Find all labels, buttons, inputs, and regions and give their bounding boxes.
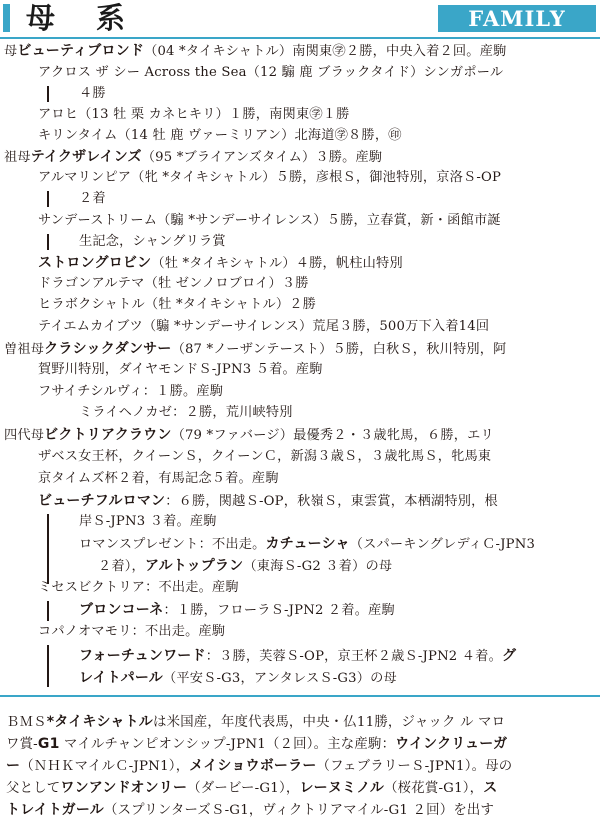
section-label: FAMILY [468, 6, 566, 31]
granddam-offspring-2-cont: 生記念，シャングリラ賞 [79, 234, 226, 249]
bms-text: （フェブラリーＳ-JPN1）。母の [316, 759, 513, 774]
fourth-dam-line-1 [38, 491, 498, 512]
bms-line-5 [6, 800, 494, 821]
bms-line-2 [6, 734, 507, 755]
dam-line [4, 41, 506, 62]
granddam-offspring-6: テイエムカイブツ（騸 *サンデーサイレンス）荒尾３勝，500万下入着14回 [38, 319, 490, 334]
dam-name: ビューティブロンド [17, 43, 145, 59]
continuation-bar [47, 191, 49, 207]
bms-line-4 [6, 778, 497, 799]
fourth-dam-line-2: 岸Ｓ-JPN3 ３着。産駒 [79, 514, 217, 529]
dam-offspring-2: アロヒ（13 牡 栗 カネヒキリ）１勝，南関東㊫１勝 [38, 107, 350, 122]
continuation-bar [47, 234, 49, 250]
third-dam-info-cont: 賀野川特別，ダイヤモンドＳ-JPN3 ５着。産駒 [38, 362, 323, 377]
granddam-offspring-5: ヒラボクシャトル（牡 *タイキシャトル）２勝 [38, 297, 317, 312]
fourth-dam-line-7: コパノオマモリ：不出走。産駒 [38, 624, 226, 639]
third-dam-name: クラシックダンサー [44, 341, 172, 357]
bms-line-1 [6, 712, 505, 733]
third-dam-offspring-1: フサイチシルヴィ：１勝。産駒 [38, 384, 224, 399]
offspring-info: （牡 *タイキシャトル）４勝，帆柱山特別 [151, 256, 403, 271]
offspring-info: ：１勝，フローラＳ-JPN2 ２着。産駒 [163, 603, 395, 618]
offspring-info: ：６勝，関越Ｓ-OP，秋嶺Ｓ，東雲賞，本栖湖特別，根 [165, 494, 498, 509]
bms-line-3 [6, 756, 512, 777]
continuation-bar [47, 601, 49, 621]
continuation-bar [47, 514, 49, 584]
granddam-name: テイクザレインズ [30, 149, 142, 165]
third-dam-role: 曽祖母 [4, 342, 45, 357]
offspring-pre: ２着）， [98, 559, 145, 574]
third-dam-info: （87 *ノーザンテースト）５勝，白秋Ｓ，秋川特別，阿 [171, 342, 507, 357]
bms-name: ー [6, 758, 21, 774]
bms-name: ウインクリューガ [395, 736, 508, 752]
bms-name: ス [483, 780, 498, 796]
offspring-info: （スパーキングレディＣ-JPN3 [349, 537, 536, 552]
section-header [0, 0, 600, 36]
fourth-dam-name: ビクトリアクラウン [44, 427, 172, 443]
header-accent-bar [3, 4, 10, 32]
granddam-info: （95 *ブライアンズタイム）３勝。産駒 [141, 150, 383, 165]
offspring-name: レイトパール [79, 670, 163, 686]
offspring-info: （東海Ｓ-G2 ３着）の母 [243, 559, 393, 574]
offspring-name: グ [501, 648, 517, 664]
dam-offspring-1-cont: ４勝 [79, 86, 106, 101]
offspring-info: （平安Ｓ-G3，アンタレスＳ-G3）の母 [162, 671, 397, 686]
bms-text: （ＮＨＫマイルＣ-JPN1）， [20, 759, 190, 774]
bms-name: ワンアンドオンリー [60, 780, 188, 796]
continuation-bar [47, 645, 49, 687]
granddam-offspring-3 [38, 253, 403, 274]
dam-info: （04 *タイキシャトル）南関東㊫２勝，中央入着２回。産駒 [144, 44, 507, 59]
bms-text: ワ賞- [6, 737, 38, 752]
fourth-dam-line-4 [98, 556, 392, 577]
offspring-name: ブロンコーネ [79, 602, 164, 618]
bms-name: トレイトガール [6, 802, 104, 818]
granddam-role: 祖母 [4, 150, 31, 165]
fourth-dam-role: 四代母 [4, 428, 45, 443]
bms-name: *タイキシャトル [46, 714, 154, 730]
bms-name: メイショウボーラー [189, 758, 317, 774]
offspring-name: カチューシャ [265, 536, 350, 552]
fourth-dam-info-cont: ザベス女王杯，クイーンＳ，クイーンＣ，新潟３歳Ｓ，３歳牝馬Ｓ，牝馬東 [38, 449, 492, 464]
header-rule [0, 37, 600, 39]
fourth-dam-line-6 [79, 600, 395, 621]
dam-offspring-1: アクロス ザ シー Across the Sea（12 騸 鹿 ブラックタイド）シンガポール [38, 65, 504, 80]
fourth-dam-info-cont: 京タイムズ杯２着，有馬記念５着。産駒 [38, 471, 279, 486]
granddam-offspring-4: ドラゴンアルテマ（牡 ゼンノロブロイ）３勝 [38, 276, 309, 291]
granddam-offspring-1: アルマリンピア（牝 *タイキシャトル）５勝，彦根Ｓ，御池特別，京洛Ｓ-OP [38, 170, 502, 185]
fourth-dam-line-3 [79, 534, 535, 555]
fourth-dam-line-5: ミセスビクトリア：不出走。産駒 [38, 580, 239, 595]
granddam-offspring-2: サンデーストリーム（騸 *サンデーサイレンス）５勝，立春賞，新・函館市誕 [38, 213, 501, 228]
granddam-line [4, 147, 382, 168]
bms-text: （スプリンターズＳ-G1，ヴィクトリアマイル-G1 ２回）を出す [104, 803, 495, 818]
bms-text: （ダービー-G1）， [187, 781, 300, 796]
fourth-dam-line [4, 425, 494, 446]
header-label-band [438, 5, 596, 32]
dam-offspring-3: キリンタイム（14 牡 鹿 ヴァーミリアン）北海道㊫８勝，㊞ [38, 128, 402, 143]
bms-text: ＢＭＳ [6, 715, 47, 730]
continuation-bar [47, 86, 49, 102]
dam-role: 母 [4, 44, 18, 59]
offspring-name: フォーチュンワード [79, 648, 206, 664]
bms-grade: G1 [37, 736, 60, 752]
bms-text: マイルチャンピオンシップ-JPN1（２回）。主な産駒： [59, 737, 396, 752]
offspring-name: ストロングロビン [38, 255, 152, 271]
third-dam-line [4, 339, 507, 360]
fourth-dam-line-8 [79, 646, 516, 667]
offspring-info: ：３勝，芙蓉Ｓ-OP，京王杯２歳Ｓ-JPN2 ４着。 [205, 649, 502, 664]
section-title: 母 系 [26, 1, 132, 35]
offspring-pre: ロマンスプレゼント：不出走。 [79, 537, 266, 552]
bms-text: は米国産，年度代表馬，中央・仏11勝，ジャック ル マロ [153, 715, 506, 730]
bms-name: レーヌミノル [299, 780, 385, 796]
third-dam-offspring-2: ミライヘノカゼ：２勝，荒川峡特別 [79, 405, 293, 420]
offspring-name: ビューチフルロマン [38, 493, 166, 509]
granddam-offspring-1-cont: ２着 [79, 191, 106, 206]
fourth-dam-line-9 [79, 668, 397, 689]
bms-text: （桜花賞-G1）， [384, 781, 484, 796]
section-separator [0, 695, 600, 697]
bms-text: 父として [6, 781, 61, 796]
fourth-dam-info: （79 *ファバージ）最優秀２・３歳牝馬，６勝，エリ [171, 428, 494, 443]
offspring-name: アルトップラン [144, 558, 244, 574]
